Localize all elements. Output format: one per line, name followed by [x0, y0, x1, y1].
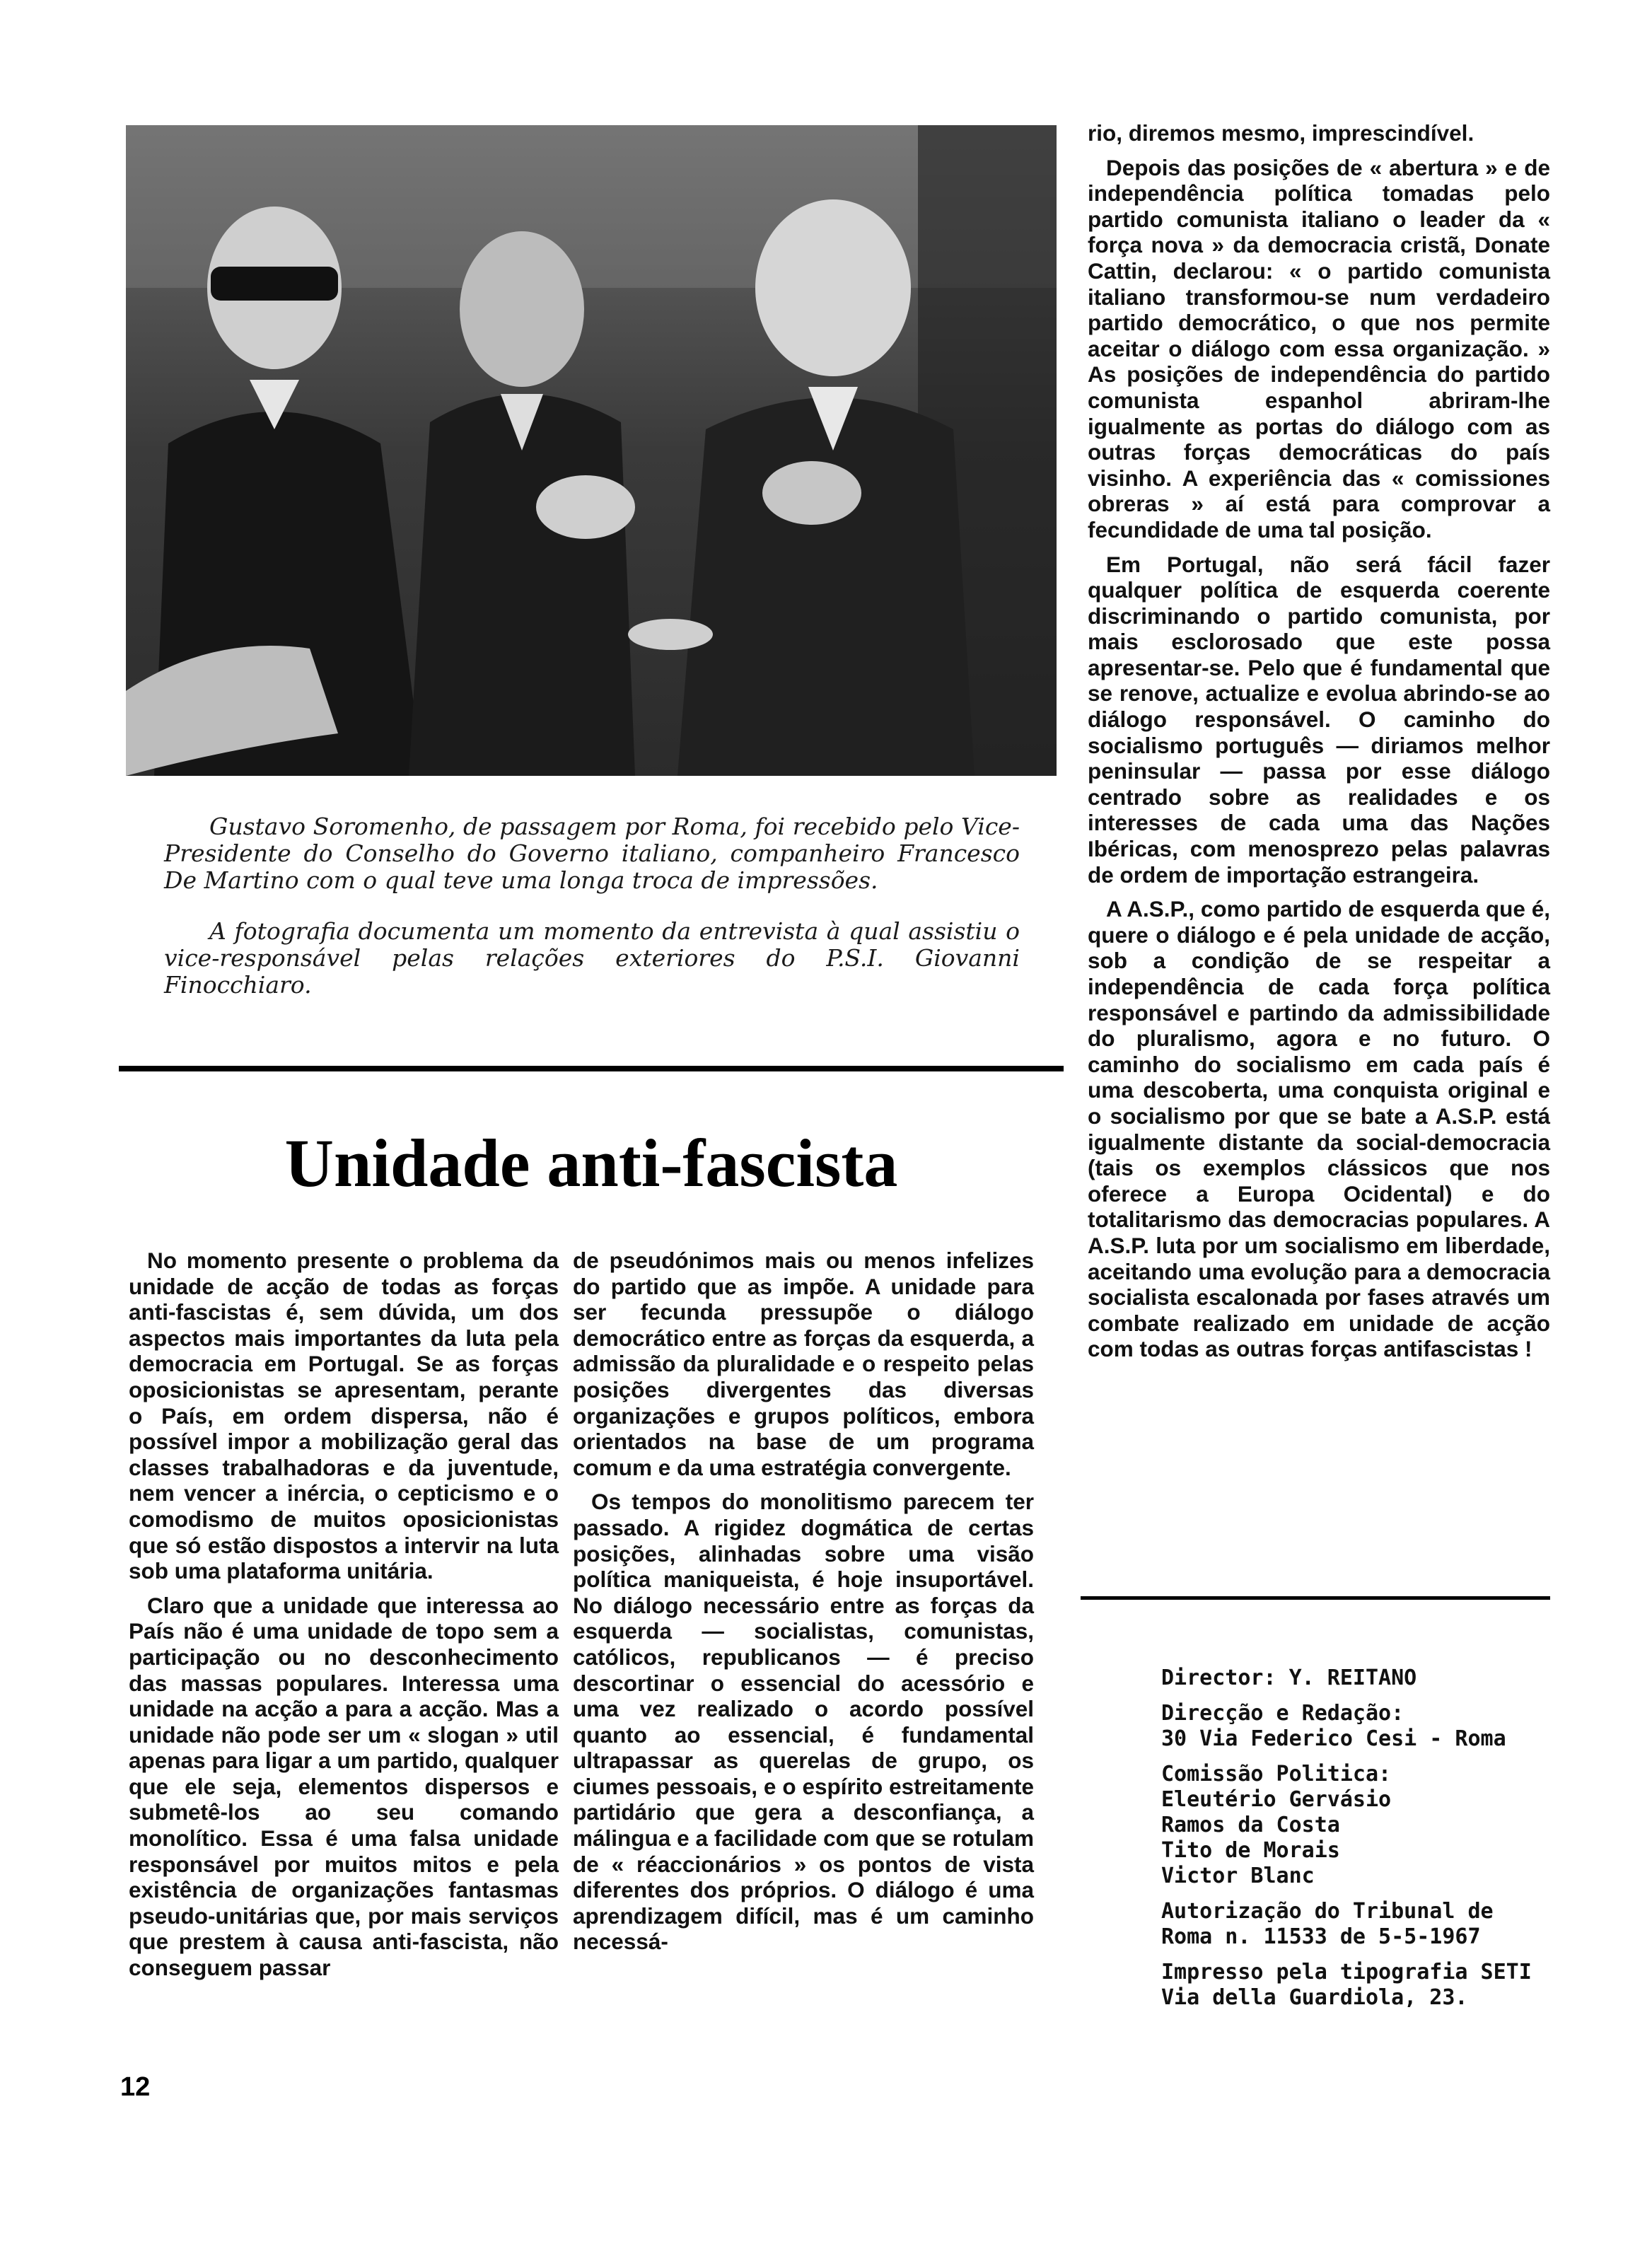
article-paragraph: rio, diremos mesmo, imprescindível.: [1088, 120, 1474, 146]
masthead-label: Direcção e Redação:: [1161, 1701, 1404, 1726]
masthead-member: Tito de Morais: [1161, 1838, 1340, 1863]
masthead-member: Eleutério Gervásio: [1161, 1787, 1392, 1812]
masthead-authorization: Roma n. 11533 de 5-5-1967: [1161, 1924, 1481, 1949]
masthead-printer: Via della Guardiola, 23.: [1161, 1985, 1468, 2010]
article-paragraph: A A.S.P., como partido de esquerda que é, quere o diálogo e é pela unidade de acção, sob a condição de se respeitar a independência de cada força política responsável e partindo da admissibilidade do pluralismo, agora e no futuro. O caminho do socialismo em cada país é uma descoberta, uma conquista original e o socialismo por que se bate a A.S.P. está igualmente distante da social-democracia (tais os exemplos clássicos que nos oferece a Europa Ocidental) e do totalitarismo das democracias populares. A A.S.P. luta por um socialismo em liberdade, aceitando uma evolução para a democracia socialista escalonada por fases através um combate realizado em unidade de acção com todas as outras forças antifascistas !: [1088, 896, 1550, 1362]
photo: [126, 125, 1057, 776]
article-paragraph: Os tempos do monolitismo parecem ter passado. A rigidez dogmática de certas posições, alinhadas sobre uma visão política maniqueista, é hoje insuportável. No diálogo necessário entre as forças da esquerda — socialistas, comunistas, católicos, republicanos — é preciso descortinar o essencial do acessório e uma vez realizado o acordo possível quanto ao essencial, é fundamental ultrapassar as querelas de grupo, os ciumes pessoais, e o espírito estreitamente partidário que gera a desconfiança, a málingua e a facilidade com que se rotulam de « réaccionários » os pontos de vista diferentes dos próprios. O diálogo é uma aprendizagem difícil, mas é um caminho necessá-: [573, 1489, 1034, 1955]
photo-caption: [164, 813, 1020, 1023]
article-column-3: [1088, 120, 1550, 1371]
article-paragraph: Em Portugal, não será fácil fazer qualquer política de esquerda coerente discriminando o partido comunista, por mais esclorosado que este possa apresentar-se. Pelo que é fundamental que se renove, actualize e evolua abrindo-se ao diálogo responsável. O caminho do socialismo português — diriamos melhor peninsular — passa por esse diálogo centrado sobre as realidades e os interesses de cada uma das Nações Ibéricas, com menosprezo pelas palavras de ordem de importação estrangeira.: [1088, 551, 1550, 888]
page-number: 12: [120, 2072, 151, 2102]
masthead-printer: Impresso pela tipografia SETI: [1161, 1960, 1532, 1984]
headline: Unidade anti-fascista: [284, 1125, 898, 1201]
article-paragraph: No momento presente o problema da unidade de acção de todas as forças anti-fascistas é, sem dúvida, um dos aspectos mais importantes da luta pela democracia em Portugal. Se as forças oposicionistas se apresentam, perante o País, em ordem dispersa, não é possível impor a mobilização geral das classes trabalhadoras e da juventude, nem vencer a inércia, o cepticismo e o comodismo de muitos oposicionistas que só estão dispostos a intervir na luta sob uma plataforma unitária.: [129, 1248, 559, 1584]
section-divider: [119, 1066, 1064, 1071]
photo-icon: [126, 125, 1057, 776]
caption-paragraph: Gustavo Soromenho, de passagem por Roma, foi recebido pelo Vice-Presidente do Conselho do Governo italiano, companheiro Francesco De Martino com o qual teve uma longa troca de impressões.: [164, 813, 1020, 894]
masthead-divider: [1081, 1596, 1550, 1600]
article-paragraph: Depois das posições de « abertura » e de independência política tomadas pelo partido comunista italiano o leader da « força nova » da democracia cristã, Donate Cattin, declarou: « o partido comunista italiano transformou-se num verdadeiro partido democrático, o que nos permite aceitar o diálogo com essa organização. » As posições de independência do partido comunista espanhol abriram-lhe igualmente as portas do diálogo com as outras forças democráticas do país visinho. A experiência das « comissiones obreras » aí está para comprovar a fecundidade de uma tal posição.: [1088, 154, 1550, 542]
masthead-address: 30 Via Federico Cesi - Roma: [1161, 1726, 1506, 1751]
caption-paragraph: A fotografia documenta um momento da entrevista à qual assistiu o vice-responsável pelas relações exteriores do P.S.I. Giovanni Finocchiaro.: [164, 917, 1020, 999]
masthead-label: Comissão Politica:: [1161, 1762, 1392, 1786]
masthead-member: Ramos da Costa: [1161, 1813, 1340, 1837]
masthead-member: Victor Blanc: [1161, 1864, 1315, 1888]
article-column-2: [573, 1248, 1034, 1963]
article-paragraph: de pseudónimos mais ou menos infelizes do partido que as impõe. A unidade para ser fecunda pressupõe o diálogo democrático entre as forças da esquerda, a admissão da pluralidade e o respeito pelas posições divergentes das diversas organizações e grupos políticos, embora orientados na base de um programa comum e da uma estratégia convergente.: [573, 1248, 1034, 1480]
article-column-1: [129, 1248, 559, 1989]
masthead: [1161, 1666, 1557, 2021]
masthead-director: Director: Y. REITANO: [1161, 1666, 1417, 1690]
masthead-authorization: Autorização do Tribunal de: [1161, 1899, 1494, 1924]
article-paragraph: Claro que a unidade que interessa ao País não é uma unidade de topo sem a participação ou no desconhecimento das massas populares. Interessa uma unidade na acção a para a acção. Mas a unidade não pode ser um « slogan » util apenas para ligar a um partido, qualquer que ele seja, elementos dispersos e submetê-los ao seu comando monolítico. Essa é uma falsa unidade responsável por muitos mitos e pela existência de organizações fantasmas pseudo-unitárias que, por mais serviços que prestem à causa anti-fascista, não conseguem passar: [129, 1592, 559, 1981]
